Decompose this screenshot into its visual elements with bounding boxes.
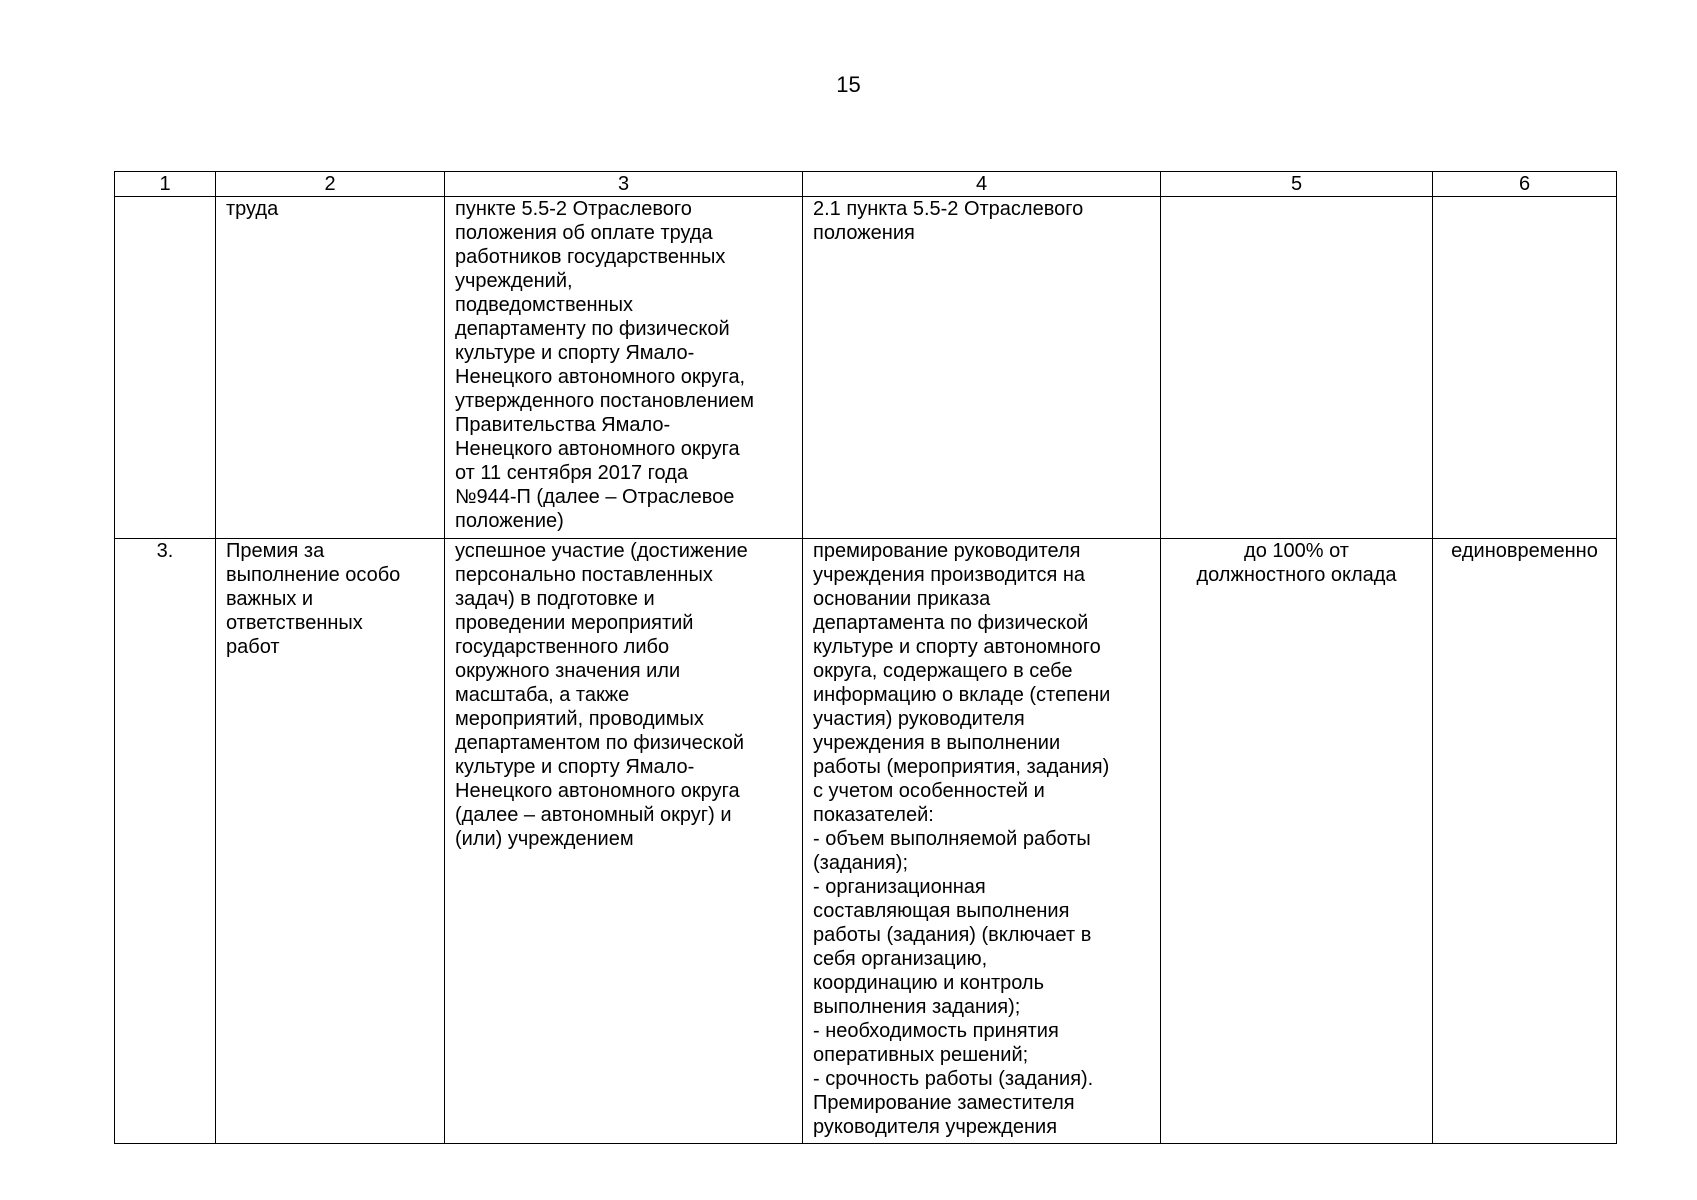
row1-frequency-cell (1433, 197, 1617, 539)
table-header-row (115, 172, 1617, 197)
row2-number-cell: 3. (115, 539, 216, 1144)
page-number: 15 (836, 72, 861, 97)
document-table (114, 171, 1617, 1144)
row2-frequency-cell: единовременно (1433, 539, 1617, 1144)
row1-number-cell (115, 197, 216, 539)
row1-conditions-cell: пункте 5.5-2 Отраслевого положения об оплате труда работников государственных учреждений, подведомственных департаменту по физической культуре и спорту Ямало- Ненецкого автономного округа, утвержденного постановлением Правительства Ямало- Ненецкого автономного округа от 11 сентября 2017 года №944-П (далее – Отраслевое положение) (445, 197, 803, 539)
header-col-2: 2 (216, 172, 445, 197)
header-col-5: 5 (1161, 172, 1433, 197)
row1-name-cell: труда (216, 197, 445, 539)
row1-procedure-cell: 2.1 пункта 5.5-2 Отраслевого положения (803, 197, 1161, 539)
header-col-6: 6 (1433, 172, 1617, 197)
row2-procedure-cell: премирование руководителя учреждения производится на основании приказа департамента по физической культуре и спорту автономного округа, содержащего в себе информацию о вкладе (степени участия) руководителя учреждения в выполнении работы (мероприятия, задания) с учетом особенностей и показателей: - объем выполняемой работы (задания); - организационная составляющая выполнения работы (задания) (включает в себя организацию, координацию и контроль выполнения задания); - необходимость принятия оперативных решений; - срочность работы (задания). Премирование заместителя руководителя учреждения (803, 539, 1161, 1144)
row2-conditions-cell: успешное участие (достижение персонально поставленных задач) в подготовке и проведении мероприятий государственного либо окружного значения или масштаба, а также мероприятий, проводимых департаментом по физической культуре и спорту Ямало- Ненецкого автономного округа (далее – автономный округ) и (или) учреждением (445, 539, 803, 1144)
header-col-4: 4 (803, 172, 1161, 197)
header-col-1: 1 (115, 172, 216, 197)
table-row (115, 197, 1617, 539)
header-col-3: 3 (445, 172, 803, 197)
row1-amount-cell (1161, 197, 1433, 539)
row2-amount-cell: до 100% от должностного оклада (1161, 539, 1433, 1144)
table-row (115, 539, 1617, 1144)
row2-name-cell: Премия за выполнение особо важных и ответственных работ (216, 539, 445, 1144)
